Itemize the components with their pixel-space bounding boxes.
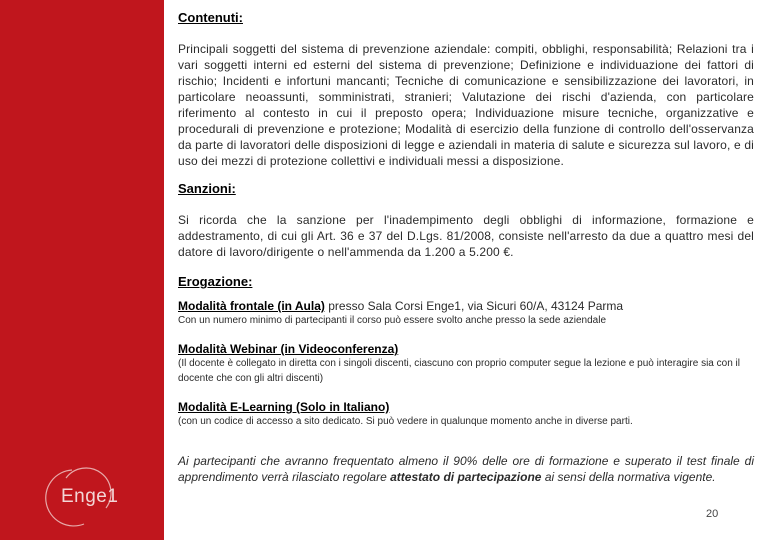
frontale-title: Modalità frontale (in Aula) — [178, 299, 325, 313]
attestato-note — [178, 453, 754, 485]
elearning-title: Modalità E-Learning (Solo in Italiano) — [178, 400, 390, 414]
attestato-text-after: ai sensi della normativa vigente. — [541, 470, 716, 484]
red-sidebar — [0, 0, 164, 540]
frontale-line — [178, 299, 754, 313]
webinar-note: (Il docente è collegato in diretta con i singoli discenti, ciascuno con proprio computer segue la lezione e può interagire sia con il docente che con gli altri discenti) — [178, 358, 740, 384]
webinar-title: Modalità Webinar (in Videoconferenza) — [178, 342, 399, 356]
frontale-note: Con un numero minimo di partecipanti il corso può essere svolto anche presso la sede aziendale — [178, 315, 607, 326]
erogazione-heading: Erogazione: — [178, 274, 253, 289]
elearning-line — [178, 400, 754, 414]
webinar-line — [178, 342, 754, 356]
contenuti-heading: Contenuti: — [178, 10, 243, 25]
attestato-bold: attestato di partecipazione — [390, 470, 542, 484]
sanzioni-heading: Sanzioni: — [178, 181, 236, 196]
page-number: 20 — [706, 508, 719, 520]
sanzioni-text: Si ricorda che la sanzione per l'inadempimento degli obblighi di informazione, formazione e addestramento, di cui gli Art. 36 e 37 del D.Lgs. 81/2008, consiste nell'arresto da due a quattro mesi del datore di lavoro/dirigente o nell'ammenda da 1.200 a 5.200 €. — [178, 213, 754, 259]
logo-text: Enge1 — [61, 486, 119, 507]
main-content — [178, 10, 754, 485]
elearning-note: (con un codice di accesso a sito dedicato. Si può vedere in qualunque momento anche in diverse parti. — [178, 416, 633, 427]
contenuti-text: Principali soggetti del sistema di prevenzione aziendale: compiti, obblighi, responsabilità; Relazioni tra i vari soggetti interni ed esterni del sistema di prevenzione; Definizione e individuazione dei fattori di rischio; Incidenti e infortuni mancanti; Tecniche di comunicazione e sensibilizzazione dei lavoratori, in particolare neoassunti, somministrati, stranieri; Valutazione dei rischi d'azienda, con particolare riferimento al contesto in cui il preposto opera; Individuazione misure tecniche, organizzative e procedurali di prevenzione e protezione; Modalità di esercizio della funzione di controllo dell'osservanza da parte di lavoratori delle disposizioni di legge e aziendali in materia di salute e sicurezza sul lavoro, e di uso dei mezzi di protezione collettivi e individuali messi a disposizione. — [178, 42, 754, 168]
attestato-text-before: Ai partecipanti che avranno frequentato almeno il 90% delle ore di formazione e superato il test finale di apprendimento verrà rilasciato regolare — [178, 454, 754, 484]
frontale-place: presso Sala Corsi Enge1, via Sicuri 60/A, 43124 Parma — [324, 299, 624, 313]
